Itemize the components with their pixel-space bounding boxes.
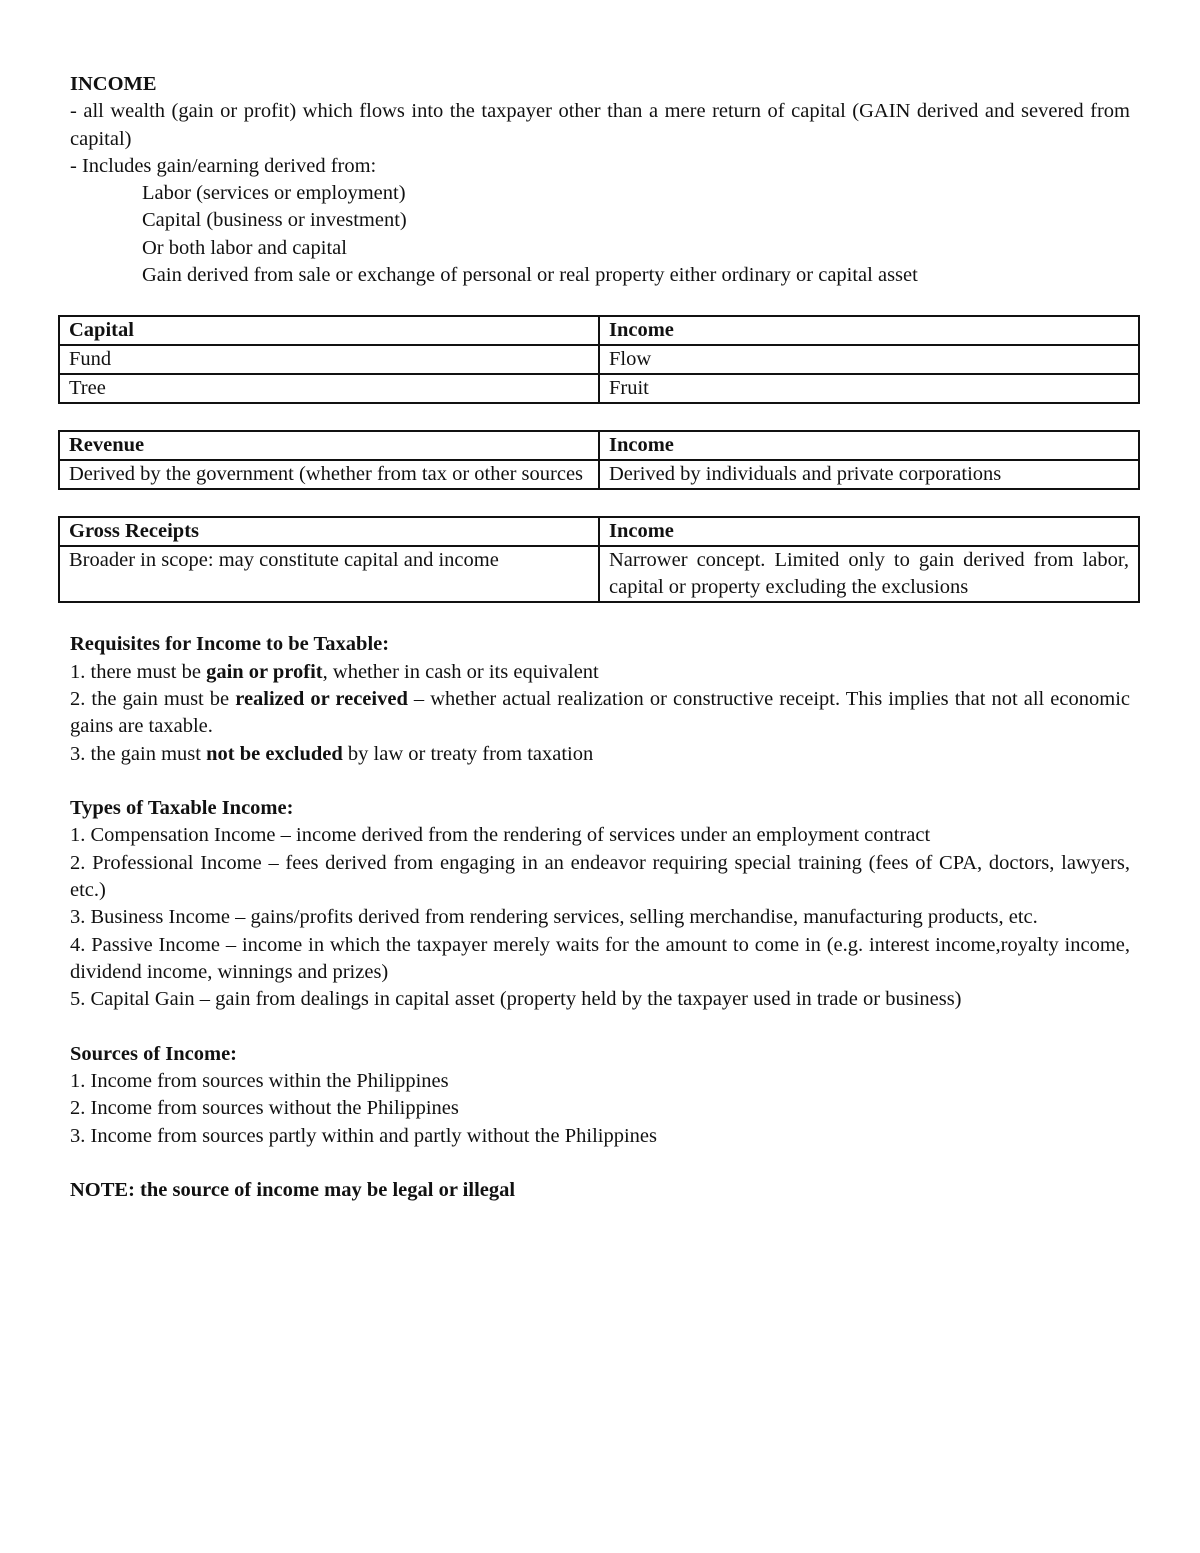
- requisite-item: [70, 741, 1130, 768]
- table-row: [59, 345, 1139, 374]
- revenue-vs-income-table: [58, 430, 1140, 490]
- requisites-heading: Requisites for Income to be Taxable:: [70, 633, 390, 656]
- gross-receipts-vs-income-table: [58, 516, 1140, 603]
- table-header-cell: Gross Receipts: [59, 517, 599, 546]
- requisite-text: , whether in cash or its equivalent: [322, 660, 599, 683]
- type-item: 5. Capital Gain – gain from dealings in capital asset (property held by the taxpayer used in trade or business): [70, 988, 962, 1011]
- table-cell: Fruit: [599, 374, 1139, 403]
- requisite-text: 1. there must be: [70, 660, 207, 683]
- source-item: 2. Income from sources without the Philippines: [70, 1097, 459, 1120]
- table-row: [59, 460, 1139, 489]
- table-cell: Narrower concept. Limited only to gain derived from labor, capital or property excluding the exclusions: [599, 546, 1139, 602]
- table-header-cell: Income: [599, 316, 1139, 345]
- requisite-emphasis: realized or received: [235, 687, 408, 710]
- table-header-cell: Capital: [59, 316, 599, 345]
- requisite-text: – whether actual realization or constructive receipt. This implies that not all economic gains are taxable.: [70, 687, 1130, 738]
- requisite-text: 2. the gain must be: [70, 687, 236, 710]
- note: NOTE: the source of income may be legal or illegal: [70, 1179, 516, 1202]
- table-cell: Derived by individuals and private corporations: [599, 460, 1139, 489]
- income-definition: - all wealth (gain or profit) which flows into the taxpayer other than a mere return of capital (GAIN derived and severed from capital): [70, 100, 1130, 150]
- table-cell: Derived by the government (whether from tax or other sources: [59, 460, 599, 489]
- requisite-text: by law or treaty from taxation: [342, 742, 594, 765]
- capital-vs-income-table: [58, 315, 1140, 404]
- includes-item: Or both labor and capital: [142, 236, 347, 259]
- table-header-row: [59, 431, 1139, 460]
- table-header-cell: Income: [599, 517, 1139, 546]
- table-header-row: [59, 517, 1139, 546]
- income-heading: INCOME: [70, 73, 157, 95]
- table-row: [59, 374, 1139, 403]
- type-item: 4. Passive Income – income in which the taxpayer merely waits for the amount to come in (e.g. interest income,royalty income, dividend income, winnings and prizes): [70, 933, 1130, 983]
- requisite-item: [70, 686, 1130, 741]
- requisite-emphasis: gain or profit: [206, 660, 323, 683]
- includes-item: Labor (services or employment): [142, 182, 406, 205]
- income-includes-intro: - Includes gain/earning derived from:: [70, 154, 377, 177]
- requisite-item: [70, 659, 1130, 686]
- includes-item: Capital (business or investment): [142, 209, 407, 232]
- table-cell: Broader in scope: may constitute capital and income: [59, 546, 599, 602]
- source-item: 3. Income from sources partly within and partly without the Philippines: [70, 1124, 657, 1147]
- table-header-row: [59, 316, 1139, 345]
- source-item: 1. Income from sources within the Philippines: [70, 1070, 449, 1093]
- table-cell: Flow: [599, 345, 1139, 374]
- type-item: 1. Compensation Income – income derived from the rendering of services under an employment contract: [70, 824, 931, 847]
- table-header-cell: Income: [599, 431, 1139, 460]
- requisite-emphasis: not be excluded: [206, 742, 343, 765]
- document-page: [70, 71, 1130, 1205]
- table-cell: Tree: [59, 374, 599, 403]
- type-item: 2. Professional Income – fees derived from engaging in an endeavor requiring special training (fees of CPA, doctors, lawyers, etc.): [70, 851, 1130, 902]
- table-header-cell: Revenue: [59, 431, 599, 460]
- table-row: [59, 546, 1139, 602]
- sources-heading: Sources of Income:: [70, 1042, 238, 1065]
- table-cell: Fund: [59, 345, 599, 374]
- includes-item: Gain derived from sale or exchange of personal or real property either ordinary or capital asset: [142, 264, 918, 287]
- types-heading: Types of Taxable Income:: [70, 797, 294, 820]
- type-item: 3. Business Income – gains/profits derived from rendering services, selling merchandise, manufacturing products, etc.: [70, 906, 1038, 929]
- requisite-text: 3. the gain must: [70, 742, 207, 765]
